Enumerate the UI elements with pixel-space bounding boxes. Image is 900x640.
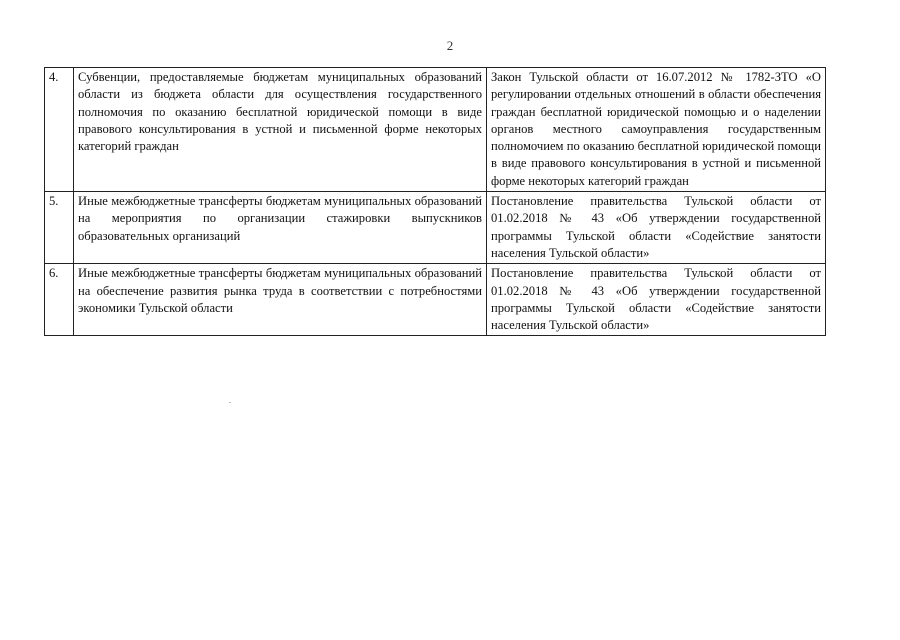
legal-basis: Постановление правительства Тульской области от 01.02.2018 № 43 «Об утверждении государственной программы Тульской области «Содействие занятости населения Тульской области» [487,192,826,264]
transfer-description: Иные межбюджетные трансферты бюджетам муниципальных образований на мероприятия по организации стажировки выпускников образовательных организаций [74,192,487,264]
row-number: 6. [45,264,74,336]
scan-speck [229,402,231,403]
table-row [45,192,826,264]
legal-basis: Закон Тульской области от 16.07.2012 № 1782-ЗТО «О регулировании отдельных отношений в области обеспечения граждан бесплатной юридической помощью и о наделении органов местного самоуправления государственным полномочием по оказанию бесплатной юридической помощи в виде правового консультирования в устной и письменной форме некоторых категорий граждан [487,68,826,192]
transfers-table [44,67,826,336]
legal-basis: Постановление правительства Тульской области от 01.02.2018 № 43 «Об утверждении государственной программы Тульской области «Содействие занятости населения Тульской области» [487,264,826,336]
table-row [45,68,826,192]
transfer-description: Иные межбюджетные трансферты бюджетам муниципальных образований на обеспечение развития рынка труда в соответствии с потребностями экономики Тульской области [74,264,487,336]
row-number: 4. [45,68,74,192]
table-row [45,264,826,336]
page-number: 2 [446,38,454,53]
transfer-description: Субвенции, предоставляемые бюджетам муниципальных образований области из бюджета области для осуществления государственного полномочия по оказанию бесплатной юридической помощи в виде правового консультирования в устной и письменной форме некоторых категорий граждан [74,68,487,192]
row-number: 5. [45,192,74,264]
